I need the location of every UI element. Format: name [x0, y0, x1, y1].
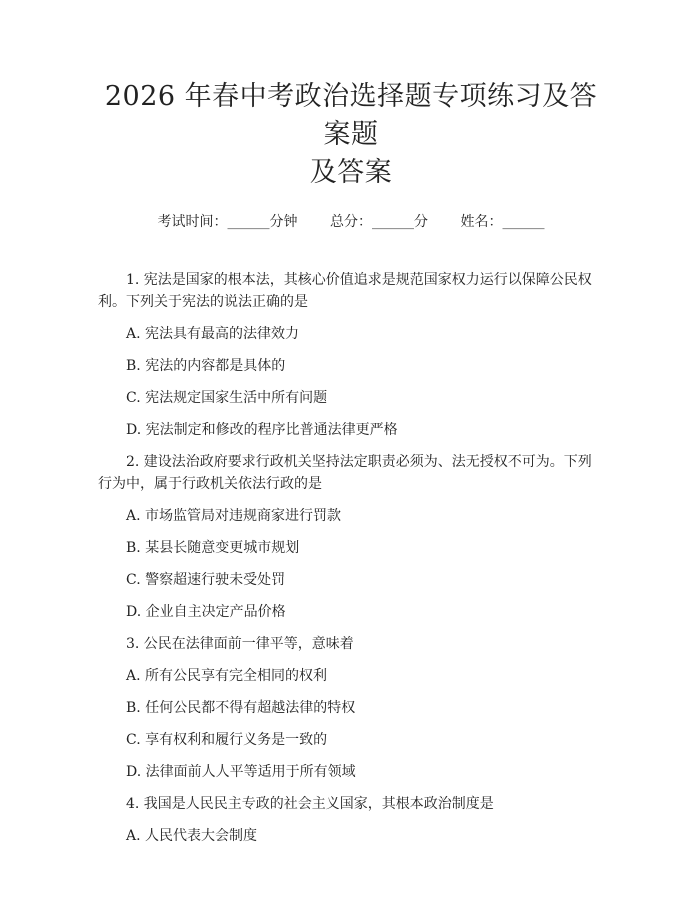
question-3	[98, 633, 604, 783]
document-title	[98, 0, 604, 192]
exam-time-blank: ______	[227, 214, 270, 230]
student-name-blank: ______	[502, 214, 545, 230]
student-name-label: 姓名：	[460, 214, 503, 230]
title-line-2: 及答案	[309, 157, 393, 188]
total-score-label: 总分：	[330, 214, 372, 230]
option-c: C. 警察超速行驶未受处罚	[126, 572, 286, 588]
option-c: C. 宪法规定国家生活中所有问题	[126, 390, 328, 406]
question-stem: 1. 宪法是国家的根本法，其核心价值追求是规范国家权力运行以保障公民权利。下列关于宪法的说法正确的是	[98, 272, 592, 310]
option-c: C. 享有权利和履行义务是一致的	[126, 732, 328, 748]
option-b: B. 任何公民都不得有超越法律的特权	[126, 700, 356, 716]
question-2	[98, 451, 604, 623]
option-b: B. 宪法的内容都是具体的	[126, 358, 286, 374]
question-1	[98, 269, 604, 441]
question-4	[98, 793, 604, 847]
question-stem: 3. 公民在法律面前一律平等，意味着	[126, 636, 354, 652]
total-score-blank: ______	[372, 214, 414, 230]
exam-time-field	[158, 212, 298, 232]
exam-meta	[98, 212, 604, 232]
option-d: D. 宪法制定和修改的程序比普通法律更严格	[126, 422, 398, 438]
question-list	[98, 269, 604, 847]
option-a: A. 人民代表大会制度	[126, 828, 258, 844]
exam-time-label: 考试时间：	[157, 214, 228, 230]
total-score-unit: 分	[414, 214, 428, 230]
option-b: B. 某县长随意变更城市规划	[126, 540, 300, 556]
total-score-field	[330, 212, 428, 232]
question-stem: 4. 我国是人民民主专政的社会主义国家，其根本政治制度是	[126, 796, 494, 812]
student-name-field	[460, 212, 544, 232]
option-a: A. 市场监管局对违规商家进行罚款	[126, 508, 342, 524]
option-d: D. 企业自主决定产品价格	[126, 604, 286, 620]
title-line-1: 2026 年春中考政治选择题专项练习及答案题	[104, 81, 598, 150]
option-a: A. 宪法具有最高的法律效力	[126, 326, 300, 342]
exam-time-unit: 分钟	[269, 214, 298, 230]
question-stem: 2. 建设法治政府要求行政机关坚持法定职责必须为、法无授权不可为。下列行为中，属于行政机关依法行政的是	[98, 454, 592, 492]
option-d: D. 法律面前人人平等适用于所有领域	[126, 764, 356, 780]
option-a: A. 所有公民享有完全相同的权利	[126, 668, 328, 684]
